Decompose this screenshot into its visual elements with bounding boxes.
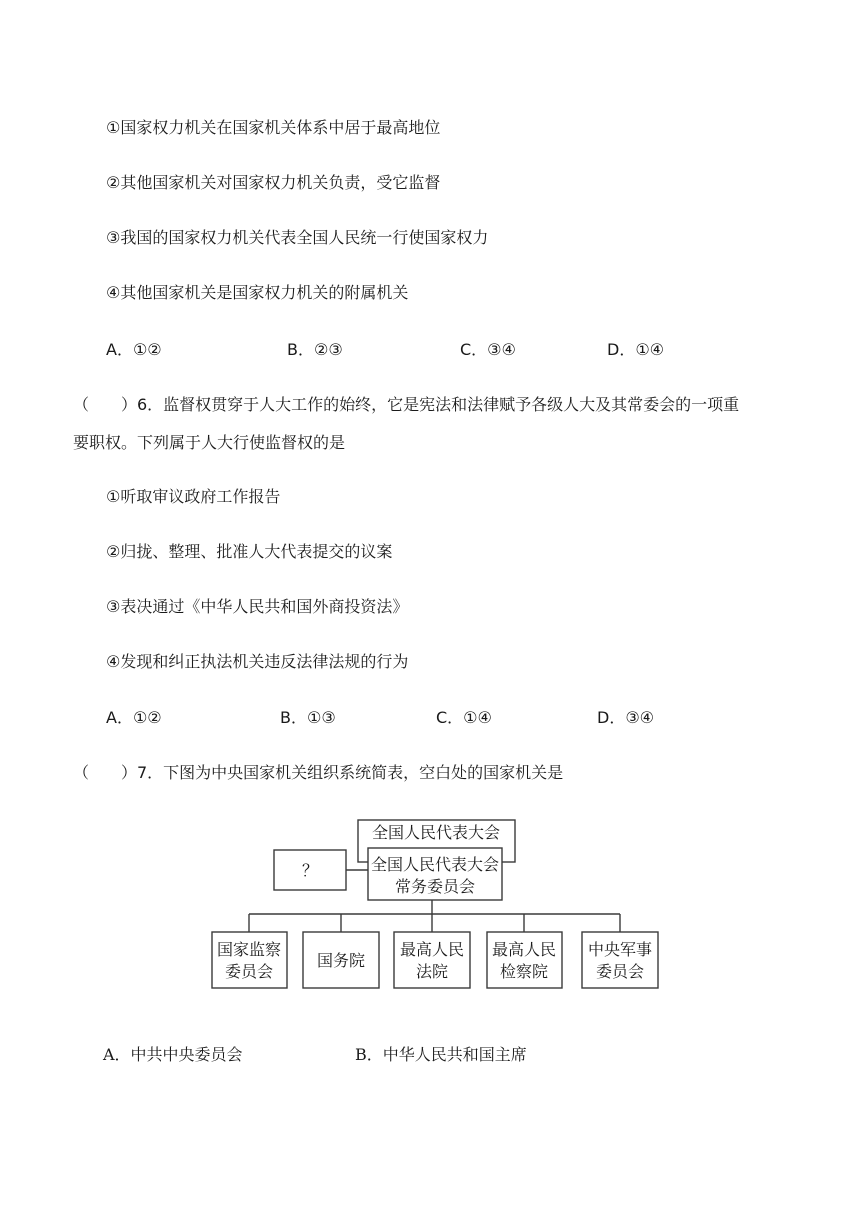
q7-option-b[interactable]: B．中华人民共和国主席: [355, 1045, 527, 1064]
q6-option-b[interactable]: B．①③: [280, 708, 336, 727]
box-state-council-label: 国务院: [316, 951, 366, 970]
q5-item-1: ①国家权力机关在国家机关体系中居于最高地位: [106, 118, 441, 137]
box-military-label-2: 委员会: [595, 962, 645, 981]
box-military-label-1: 中央军事: [587, 940, 653, 959]
q5-option-c[interactable]: C．③④: [460, 340, 516, 359]
q6-stem-line1: （ ）6．监督权贯穿于人大工作的始终，它是宪法和法律赋予各级人大及其常委会的一项重: [73, 395, 740, 414]
q6-item-1: ①听取审议政府工作报告: [106, 487, 281, 506]
box-supreme-court-label-1: 最高人民: [399, 940, 465, 959]
q5-option-a[interactable]: A．①②: [106, 340, 162, 359]
q6-item-2: ②归拢、整理、批准人大代表提交的议案: [106, 542, 393, 561]
box-supreme-court-label-2: 法院: [415, 962, 449, 981]
q5-option-d[interactable]: D．①④: [607, 340, 665, 359]
box-supervisory-label-1: 国家监察: [216, 940, 282, 959]
q5-item-4: ④其他国家机关是国家权力机关的附属机关: [106, 283, 409, 302]
box-supervisory-label-2: 委员会: [224, 962, 274, 981]
q7-stem: （ ）7．下图为中央国家机关组织系统简表，空白处的国家机关是: [73, 763, 564, 782]
box-procuratorate-label-2: 检察院: [499, 962, 549, 981]
box-standing-committee-label-1: 全国人民代表大会: [370, 855, 500, 874]
box-standing-committee-label-2: 常务委员会: [394, 877, 476, 896]
q6-item-4: ④发现和纠正执法机关违反法律法规的行为: [106, 652, 409, 671]
q5-item-3: ③我国的国家权力机关代表全国人民统一行使国家权力: [106, 228, 489, 247]
box-unknown-label: ？: [301, 861, 319, 880]
q6-option-c[interactable]: C．①④: [436, 708, 492, 727]
q5-option-b[interactable]: B．②③: [287, 340, 343, 359]
box-npc-label: 全国人民代表大会: [371, 823, 501, 842]
q6-option-a[interactable]: A．①②: [106, 708, 162, 727]
q5-item-2: ②其他国家机关对国家权力机关负责，受它监督: [106, 173, 441, 192]
q7-option-a[interactable]: A．中共中央委员会: [103, 1045, 243, 1064]
box-procuratorate-label-1: 最高人民: [491, 940, 557, 959]
q6-stem-line2: 要职权。下列属于人大行使监督权的是: [73, 433, 346, 452]
q6-option-d[interactable]: D．③④: [597, 708, 655, 727]
q6-item-3: ③表决通过《中华人民共和国外商投资法》: [106, 597, 409, 616]
